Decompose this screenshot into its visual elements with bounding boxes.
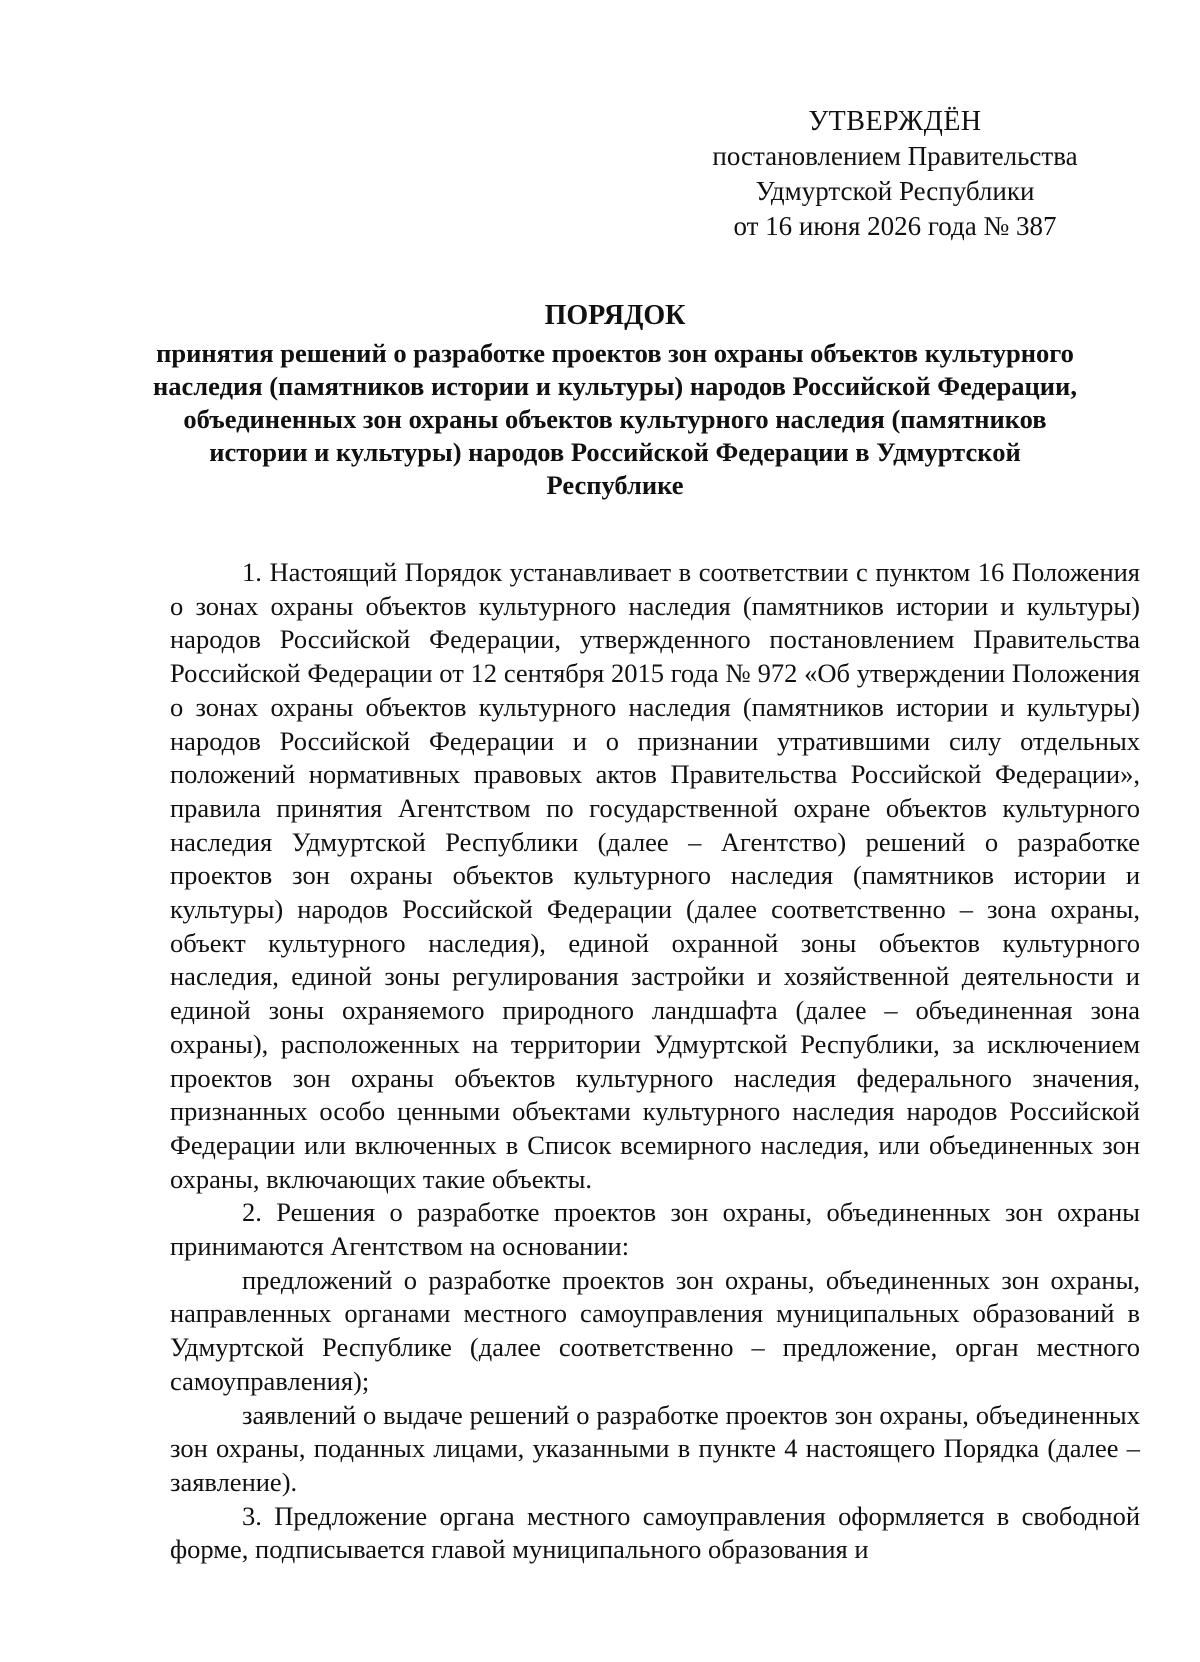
paragraph-1: 1. Настоящий Порядок устанавливает в соответствии с пунктом 16 Положения о зонах охраны объектов культурного наследия (памятников истории и культуры) народов Российской Федерации, утвержденного постановлением Правительства Российской Федерации от 12 сентября 2015 года № 972 «Об утверждении Положения о зонах охраны объектов культурного наследия (памятников истории и культуры) народов Российской Федерации и о признании утратившими силу отдельных положений нормативных правовых актов Правительства Российской Федерации», правила принятия Агентством по государственной охране объектов культурного наследия Удмуртской Республики (далее – Агентство) решений о разработке проектов зон охраны объектов культурного наследия (памятников истории и культуры) народов Российской Федерации (далее соответственно – зона охраны, объект культурного наследия), единой охранной зоны объектов культурного наследия, единой зоны регулирования застройки и хозяйственной деятельности и единой зоны охраняемого природного ландшафта (далее – объединенная зона охраны), расположенных на территории Удмуртской Республики, за исключением проектов зон охраны объектов культурного наследия федерального значения, признанных особо ценными объектами культурного наследия народов Российской Федерации или включенных в Список всемирного наследия, или объединенных зон охраны, включающих такие объекты. [170, 557, 1140, 1194]
document-body [170, 556, 1140, 1567]
approval-stamp [700, 104, 1090, 244]
paragraph-2-item-1: предложений о разработке проектов зон охраны, объединенных зон охраны, направленных органами местного самоуправления муниципальных образований в Удмуртской Республике (далее соответственно – предложение, орган местного самоуправления); [170, 1264, 1140, 1396]
approval-line-3: от 16 июня 2026 года № 387 [733, 211, 1057, 241]
approval-heading: УТВЕРЖДЁН [808, 106, 982, 137]
approval-line-1: постановлением Правительства [712, 141, 1078, 171]
document-title: ПОРЯДОК [544, 300, 686, 331]
document-subtitle: принятия решений о разработке проектов зон охраны объектов культурного наследия (памятников истории и культуры) народов Российской Федерации, объединенных зон охраны объектов культурного наследия (памятников истории и культуры) народов Российской Федерации в Удмуртской Республике [153, 338, 1077, 500]
paragraph-3: 3. Предложение органа местного самоуправления оформляется в свободной форме, подписывается главой муниципального образования и [170, 1500, 1140, 1565]
approval-line-2: Удмуртской Республики [755, 176, 1035, 206]
document-title-block [150, 296, 1080, 502]
paragraph-2: 2. Решения о разработке проектов зон охраны, объединенных зон охраны принимаются Агентством на основании: [170, 1197, 1140, 1262]
paragraph-2-item-2: заявлений о выдаче решений о разработке проектов зон охраны, объединенных зон охраны, поданных лицами, указанными в пункте 4 настоящего Порядка (далее – заявление). [170, 1399, 1140, 1497]
